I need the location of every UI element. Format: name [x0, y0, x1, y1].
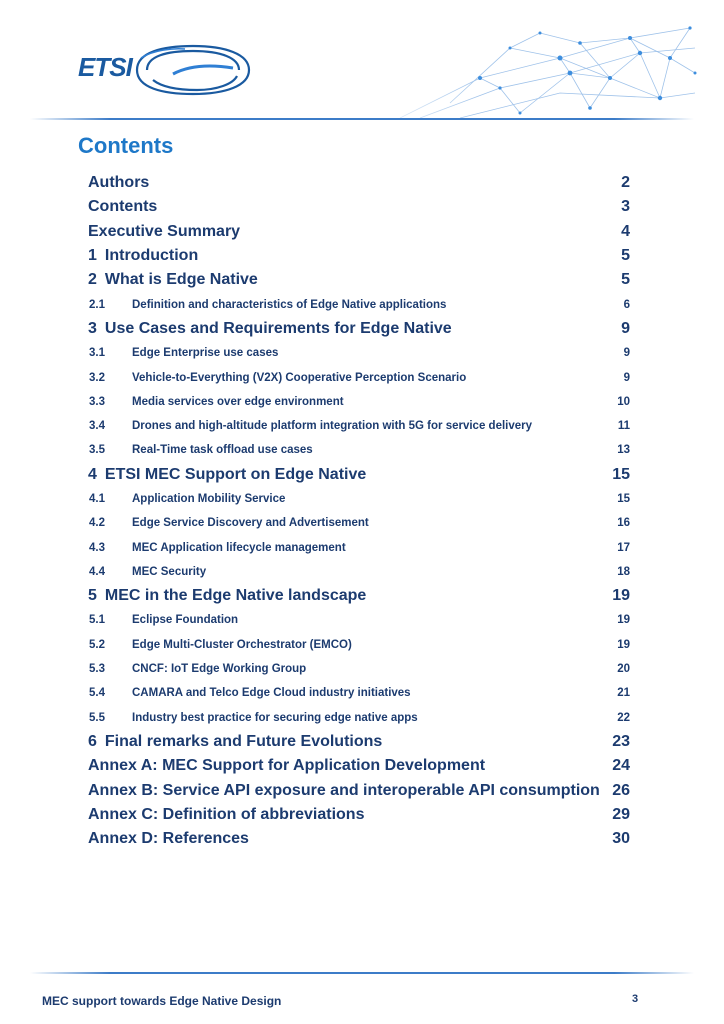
toc-entry-page: 20 — [617, 663, 630, 676]
toc-entry-title: What is Edge Native — [104, 271, 258, 289]
toc-entry-number: 6 — [88, 732, 97, 750]
toc-entry-title: MEC in the Edge Native landscape — [104, 587, 367, 605]
toc-entry-label — [88, 420, 532, 432]
table-of-contents — [88, 171, 630, 851]
toc-entry-number: 5.1 — [89, 614, 105, 627]
toc-entry[interactable] — [88, 657, 630, 681]
toc-entry[interactable] — [88, 220, 630, 244]
toc-entry[interactable] — [88, 778, 630, 802]
toc-entry-title: Introduction — [104, 247, 199, 265]
toc-entry-label — [88, 223, 240, 241]
toc-entry-page: 19 — [617, 638, 630, 651]
toc-entry-label — [88, 320, 452, 338]
toc-entry-number: 1 — [88, 247, 97, 265]
toc-entry-title: Real-Time task offload use cases — [132, 444, 313, 457]
toc-entry-title: Contents — [88, 198, 158, 216]
toc-entry[interactable] — [88, 754, 630, 778]
toc-entry-page: 18 — [617, 565, 630, 578]
toc-entry-label — [88, 830, 249, 848]
toc-entry-title: Eclipse Foundation — [132, 614, 239, 627]
toc-entry-label — [88, 733, 382, 751]
toc-entry-label — [88, 198, 157, 216]
toc-entry-title: Authors — [88, 174, 150, 192]
logo-swoosh-icon — [133, 44, 253, 96]
toc-entry-label — [88, 347, 278, 359]
toc-entry-title: Edge Multi-Cluster Orchestrator (EMCO) — [132, 638, 352, 651]
toc-entry[interactable] — [88, 560, 630, 584]
toc-entry-label — [88, 757, 485, 775]
toc-entry-number: 4.3 — [89, 541, 105, 554]
toc-entry-title: Annex D: References — [88, 830, 249, 848]
toc-entry-number: 4.4 — [89, 565, 105, 578]
toc-entry-title: Vehicle-to-Everything (V2X) Cooperative Perception Scenario — [132, 371, 467, 384]
toc-entry-label — [88, 271, 258, 289]
toc-entry[interactable] — [88, 244, 630, 268]
toc-entry-page: 19 — [617, 614, 630, 627]
toc-entry-page: 19 — [612, 587, 630, 605]
footer-doc-title: MEC support towards Edge Native Design — [42, 994, 282, 1008]
toc-entry-label — [88, 587, 366, 605]
header-divider — [30, 118, 694, 120]
toc-entry-page: 4 — [621, 222, 630, 240]
footer-divider — [30, 972, 694, 974]
toc-entry-page: 16 — [617, 517, 630, 530]
toc-entry-label — [88, 542, 346, 554]
toc-entry[interactable] — [88, 511, 630, 535]
toc-entry[interactable] — [88, 803, 630, 827]
toc-entry-page: 9 — [621, 319, 630, 337]
toc-entry-number: 5.4 — [89, 687, 105, 700]
toc-entry-number: 5.5 — [89, 711, 105, 724]
toc-entry-number: 4.2 — [89, 517, 105, 530]
toc-entry-number: 3.2 — [89, 371, 105, 384]
toc-entry-number: 3 — [88, 319, 97, 337]
toc-entry-number: 3.4 — [89, 420, 105, 433]
toc-entry[interactable] — [88, 827, 630, 851]
toc-entry-page: 13 — [617, 444, 630, 457]
toc-entry-page: 22 — [617, 711, 630, 724]
toc-entry-label — [88, 299, 446, 311]
toc-entry-label — [88, 639, 352, 651]
toc-entry-page: 15 — [617, 493, 630, 505]
toc-entry-number: 3.3 — [89, 395, 105, 408]
toc-entry-title: Drones and high-altitude platform integration with 5G for service delivery — [132, 420, 533, 433]
toc-entry-number: 2.1 — [89, 298, 105, 311]
toc-entry[interactable] — [88, 535, 630, 559]
toc-entry[interactable] — [88, 171, 630, 195]
toc-entry-title: Use Cases and Requirements for Edge Native — [104, 319, 452, 337]
toc-entry[interactable] — [88, 681, 630, 705]
toc-entry-page: 9 — [623, 347, 630, 360]
toc-entry-page: 15 — [612, 465, 630, 483]
toc-entry-number: 4 — [88, 465, 97, 483]
toc-entry[interactable] — [88, 195, 630, 219]
toc-entry-number: 5.3 — [89, 663, 105, 676]
toc-entry-title: Industry best practice for securing edge native apps — [132, 711, 418, 724]
toc-entry-page: 3 — [621, 198, 630, 216]
toc-entry-number: 3.5 — [89, 444, 105, 457]
toc-entry-page: 17 — [617, 541, 630, 554]
toc-entry-label — [88, 444, 313, 456]
toc-entry[interactable] — [88, 487, 630, 511]
toc-entry-title: MEC Application lifecycle management — [132, 541, 346, 554]
toc-entry-title: MEC Security — [132, 565, 207, 578]
toc-entry-title: Executive Summary — [88, 222, 241, 240]
toc-entry-page: 10 — [617, 395, 630, 408]
toc-entry-number: 5.2 — [89, 638, 105, 651]
logo-text: ETSI — [78, 52, 132, 82]
toc-entry[interactable] — [88, 390, 630, 414]
footer-page-number: 3 — [632, 993, 639, 1005]
toc-entry-label — [88, 687, 411, 699]
toc-entry[interactable] — [88, 706, 630, 730]
toc-entry-number: 2 — [88, 271, 97, 289]
toc-entry-title: CAMARA and Telco Edge Cloud industry initiatives — [132, 687, 411, 700]
toc-entry-label — [88, 517, 369, 529]
toc-entry-label — [88, 806, 364, 824]
toc-entry-title: Annex A: MEC Support for Application Development — [88, 757, 486, 775]
toc-entry[interactable] — [88, 414, 630, 438]
toc-entry[interactable] — [88, 268, 630, 292]
toc-entry-title: Edge Enterprise use cases — [132, 347, 279, 360]
toc-entry[interactable] — [88, 365, 630, 389]
toc-entry[interactable] — [88, 584, 630, 608]
toc-entry[interactable] — [88, 463, 630, 487]
toc-entry[interactable] — [88, 438, 630, 462]
toc-entry-page: 5 — [621, 271, 630, 289]
toc-entry[interactable] — [88, 341, 630, 365]
toc-entry-title: Annex C: Definition of abbreviations — [88, 805, 365, 823]
toc-entry-page: 30 — [612, 830, 630, 848]
toc-entry-number: 5 — [88, 587, 97, 605]
toc-entry-page: 21 — [617, 687, 630, 700]
network-graphic-icon — [360, 18, 700, 122]
toc-entry-title: Application Mobility Service — [132, 493, 286, 505]
toc-entry-label — [88, 614, 238, 626]
etsi-logo — [78, 44, 253, 96]
toc-entry-title: Media services over edge environment — [132, 395, 344, 408]
toc-entry-page: 26 — [612, 781, 630, 799]
toc-entry-title: Annex B: Service API exposure and interoperable API consumption — [88, 781, 600, 799]
toc-entry-title: Definition and characteristics of Edge Native applications — [132, 298, 447, 311]
toc-entry-page: 6 — [623, 298, 630, 311]
toc-entry-label — [88, 174, 149, 192]
toc-entry-title: CNCF: IoT Edge Working Group — [132, 663, 307, 676]
toc-entry-label — [88, 493, 285, 505]
toc-entry-title: Edge Service Discovery and Advertisement — [132, 517, 369, 530]
toc-entry-label — [88, 712, 418, 724]
toc-entry-page: 11 — [617, 420, 630, 433]
toc-entry-label — [88, 566, 206, 578]
toc-entry-page: 29 — [612, 805, 630, 823]
toc-entry-label — [88, 782, 600, 800]
toc-entry[interactable] — [88, 730, 630, 754]
toc-entry-label — [88, 247, 198, 265]
toc-entry-page: 24 — [612, 757, 630, 775]
toc-entry-page: 5 — [621, 247, 630, 265]
toc-entry-title: Final remarks and Future Evolutions — [104, 732, 383, 750]
toc-entry-label — [88, 396, 344, 408]
toc-entry[interactable] — [88, 317, 630, 341]
toc-entry[interactable] — [88, 608, 630, 632]
toc-entry-label — [88, 466, 366, 484]
toc-entry[interactable] — [88, 292, 630, 316]
toc-entry-number: 4.1 — [89, 493, 105, 505]
toc-entry-page: 2 — [621, 174, 630, 192]
toc-entry-number: 3.1 — [89, 347, 105, 360]
page-title: Contents — [78, 133, 174, 158]
toc-entry[interactable] — [88, 633, 630, 657]
toc-entry-label — [88, 663, 306, 675]
toc-entry-page: 23 — [612, 732, 630, 750]
toc-entry-label — [88, 372, 466, 384]
toc-entry-title: ETSI MEC Support on Edge Native — [104, 465, 367, 483]
toc-entry-page: 9 — [623, 371, 630, 384]
